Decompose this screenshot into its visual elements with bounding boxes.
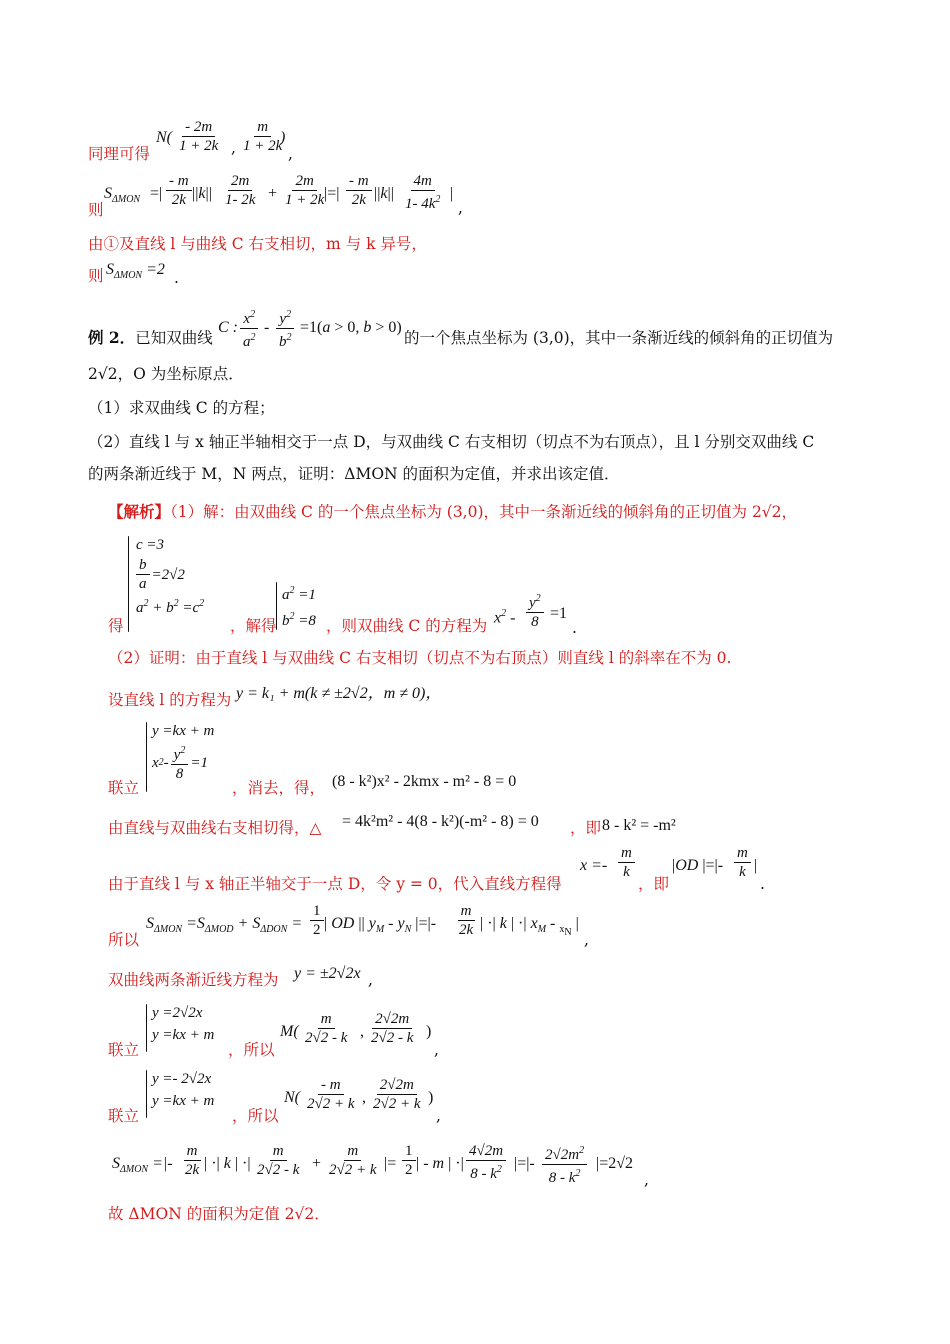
- system-2: $a^2 =1$ $b^2 =8$: [282, 585, 316, 629]
- so-label: 所以: [108, 931, 140, 949]
- setup-text: 设直线 l 的方程为: [108, 691, 232, 709]
- system-brace-4: [146, 1004, 147, 1052]
- asymptote-math: y = ±2√2x: [294, 965, 361, 982]
- system-brace-3: [146, 722, 147, 792]
- solution-part-2: （2）证明：由于直线 l 与双曲线 C 右支相切（切点不为右顶点）则直线 l 的斜率在不为 0.: [108, 649, 732, 667]
- lianli-1-mid: ，消去，得，: [232, 779, 326, 797]
- system-4: y =2√2x y =kx + m: [152, 1005, 215, 1043]
- line-asymptotes: 双曲线两条渐近线方程为 y = ±2√2x ,: [108, 965, 373, 989]
- example-2-label: 例 2．: [88, 328, 136, 347]
- question-2-line-2: 的两条渐近线于 M，N 两点，证明：ΔMON 的面积为定值，并求出该定值．: [88, 465, 620, 483]
- tangent-ji: ，即: [570, 819, 602, 837]
- system-brace-1: [128, 536, 129, 632]
- solution-tag: 【解析】: [108, 502, 171, 521]
- line-lianli-1: [108, 773, 517, 798]
- line-tangent: [108, 813, 676, 838]
- system-brace-2: [276, 582, 277, 630]
- lianli-1-label: 联立: [108, 779, 140, 797]
- line-point-d: 由于直线 l 与 x 轴正半轴交于一点 D，令 y = 0，代入直线方程得 x =- $\frac{m}{k}$ ，即 |OD |=|- $\frac{m}{k}$ | .: [108, 845, 765, 893]
- text-ze-1: 则: [88, 201, 104, 219]
- example-2-line-2: 2√2，O 为坐标原点．: [88, 365, 244, 383]
- tangent-result: 8 - k² = -m²: [602, 817, 676, 834]
- solution-line-1: [108, 502, 797, 522]
- lianli-3-label: 联立: [108, 1107, 140, 1125]
- asymptote-text: 双曲线两条渐近线方程为: [108, 971, 279, 989]
- solution-part-1: （1）解：由双曲线 C 的一个焦点坐标为 (3,0)，其中一条渐近线的倾斜角的正切值为 2√2，: [170, 503, 798, 521]
- lianli-2-so: ，所以: [228, 1041, 275, 1059]
- question-2-line-1: （2）直线 l 与 x 轴正半轴相交于一点 D，与双曲线 C 右支相切（切点不为右顶点），且 l 分别交双曲线 C: [88, 433, 815, 451]
- line-area-two: 则 $S_{\Delta MON} =2$ .: [88, 261, 179, 287]
- system-3: y =kx + m x 2 - $\frac{y^2}{8}$ =1: [152, 723, 215, 782]
- text-tangent-opposite: 由①及直线 l 与曲线 C 右支相切，m 与 k 异号，: [88, 235, 427, 253]
- document-page: N( $\frac{- 2m}{1 + 2k}$ , $\frac{m}{1 + 2k}$ ) , 同理可得 $S_{\Delta MON}$ =| $\frac{- m}{2k}$ ||k|| $\frac{2m}{1- 2k}$ + $\frac{2m}{1 + 2k}$ |=| $\frac{- m}{2k}$ ||k|| $\frac{4m}{1- 4k^2}$ | , 则 由①及直线 l 与曲线 C 右支相切，m 与 k 异号， 则 $S_{\Delta MON} =2$ . 例 2．已知双曲线 C : $\frac{x^2}{a^2}$ - $\frac{y^2}{b^2}$ =1(a > 0, b > 0) 的一个焦点坐标为 (3,0)，其中一条渐近线的倾斜角的正切值为 2√2，O 为坐标原点． （1）求双曲线 C 的方程； （2）直线 l 与 x 轴正半轴相交于一点 D，与双曲线 C 右支相切（切点不为右顶点），且 l 分别交双曲线 C 的两条渐近线于 M，N 两点，证明：ΔMON 的面积为定值，并求出该定值． 【解析】（1）解：由双曲线 C 的一个焦点坐标为 (3,0)，其中一条渐近线的倾斜角的正切值为 2√2， c =3 $\frac{b}{a}$ =2√2 $a^2 + b^2 =c^2$ 得 ，解得 $a^2 =1$ $b^2 =8$ ，则双曲线 C 的方程为 $x^2$ - $\frac{y^2}{8}$ =1 . （2）证明：由于直线 l 与双曲线 C 右支相切（切点不为右顶点）则直线 l 的斜率在不为 0. 设直线 l 的方程为 y = k₁ + m(k ≠ ±2√2，m ≠ 0)， y =kx + m x 2 - $\frac{y^2}{8}$ =1 联立 ，消去，得， (8 - k²)x² - 2kmx - m² - 8 = 0 由直线与双曲线右支相切得，△ = 4k²m² - 4(8 - k²)(-m² - 8) = 0 ，即 8 - k² = -m² 由于直线 l 与 x 轴正半轴交于一点 D，令 y = 0，代入直线方程得 x =- $\frac{m}{k}$ ，即 |OD |=|- $\frac{m}{k}$ | . 所以 $S_{\Delta MON} =S_{\Delta MOD} + S_{\Delta DON}$ = $\frac{1}{2}$ | OD || $y_M - y_N$ |=|- $\frac{m}{2k}$ | ·| k | ·| $x_M - _{x_N}$ | , 双曲线两条渐近线方程为 y = ±2√2x , y =2√2x y =kx + m 联立 ，所以 M( $\frac{m}{2√2 - k}$ , $\frac{2√2m}{2√2 - k}$ ) , y =- 2√2x y =kx + m 联立 ，所以 N( $\frac{- m}{2√2 + k}$ , $\frac{2√2m}{2√2 + k}$ ) , $S_{\Delta MON}$ =|- $\frac{m}{2k}$ | ·| k | ·| $\frac{m}{2√2 - k}$ + $\frac{m}{2√2 + k}$ |= $\frac{1}{2}$ | - m | ·| $\frac{4√2m}{8 - k^2}$ |=|- $\frac{2√2m^2}{8 - k^2}$ |=2√2 , 故 ΔMON 的面积为定值 2√2．: [88, 119, 834, 1223]
- lianli-2-label: 联立: [108, 1041, 140, 1059]
- solution-de: 得: [108, 617, 124, 635]
- system-brace-5: [146, 1070, 147, 1118]
- line-lianli-3: 联立 ，所以 N( $\frac{- m}{2√2 + k}$ , $\frac{2√2m}{2√2 + k}$ ) ,: [108, 1077, 441, 1125]
- example-2-line-1: 例 2．已知双曲线 C : $\frac{x^2}{a^2}$ - $\frac{y^2}{b^2}$ =1(a > 0, b > 0) 的一个焦点坐标为 (3,0)，其中一条渐近线的倾斜角的正切值为: [88, 328, 213, 348]
- line-lianli-2: 联立 ，所以 M( $\frac{m}{2√2 - k}$ , $\frac{2√2m}{2√2 - k}$ ) ,: [108, 1011, 439, 1059]
- setup-math: y = k₁ + m(k ≠ ±2√2，m ≠ 0)，: [236, 685, 442, 702]
- line-so-area: 所以 $S_{\Delta MON} =S_{\Delta MOD} + S_{\Delta DON}$ = $\frac{1}{2}$ | OD || $y_M - y_N$ |=|- $\frac{m}{2k}$ | ·| k | ·| $x_M - _{x_N}$ | ,: [108, 903, 589, 949]
- point-d-ji: ，即: [638, 875, 670, 893]
- tangent-text: 由直线与双曲线右支相切得，△: [108, 819, 322, 837]
- system-5: y =- 2√2x y =kx + m: [152, 1071, 215, 1109]
- solution-jiede: ，解得: [230, 617, 277, 635]
- lianli-1-math: (8 - k²)x² - 2kmx - m² - 8 = 0: [332, 773, 517, 790]
- question-1: （1）求双曲线 C 的方程；: [88, 399, 275, 417]
- text-tongli: 同理可得: [88, 145, 151, 163]
- example-2-text-b: 的一个焦点坐标为 (3,0)，其中一条渐近线的倾斜角的正切值为: [404, 329, 834, 347]
- line-setup: [108, 685, 442, 710]
- conclusion: 故 ΔMON 的面积为定值 2√2．: [108, 1205, 330, 1223]
- system-1: c =3 $\frac{b}{a}$ =2√2 $a^2 + b^2 =c^2$: [136, 537, 205, 616]
- lianli-3-so: ，所以: [232, 1107, 279, 1125]
- tangent-math: = 4k²m² - 4(8 - k²)(-m² - 8) = 0: [342, 813, 539, 830]
- solution-equation-text: ，则双曲线 C 的方程为: [326, 617, 488, 635]
- point-d-text: 由于直线 l 与 x 轴正半轴交于一点 D，令 y = 0，代入直线方程得: [108, 875, 562, 893]
- example-2-text-a: 已知双曲线: [135, 329, 213, 347]
- text-ze-2: 则: [88, 267, 104, 285]
